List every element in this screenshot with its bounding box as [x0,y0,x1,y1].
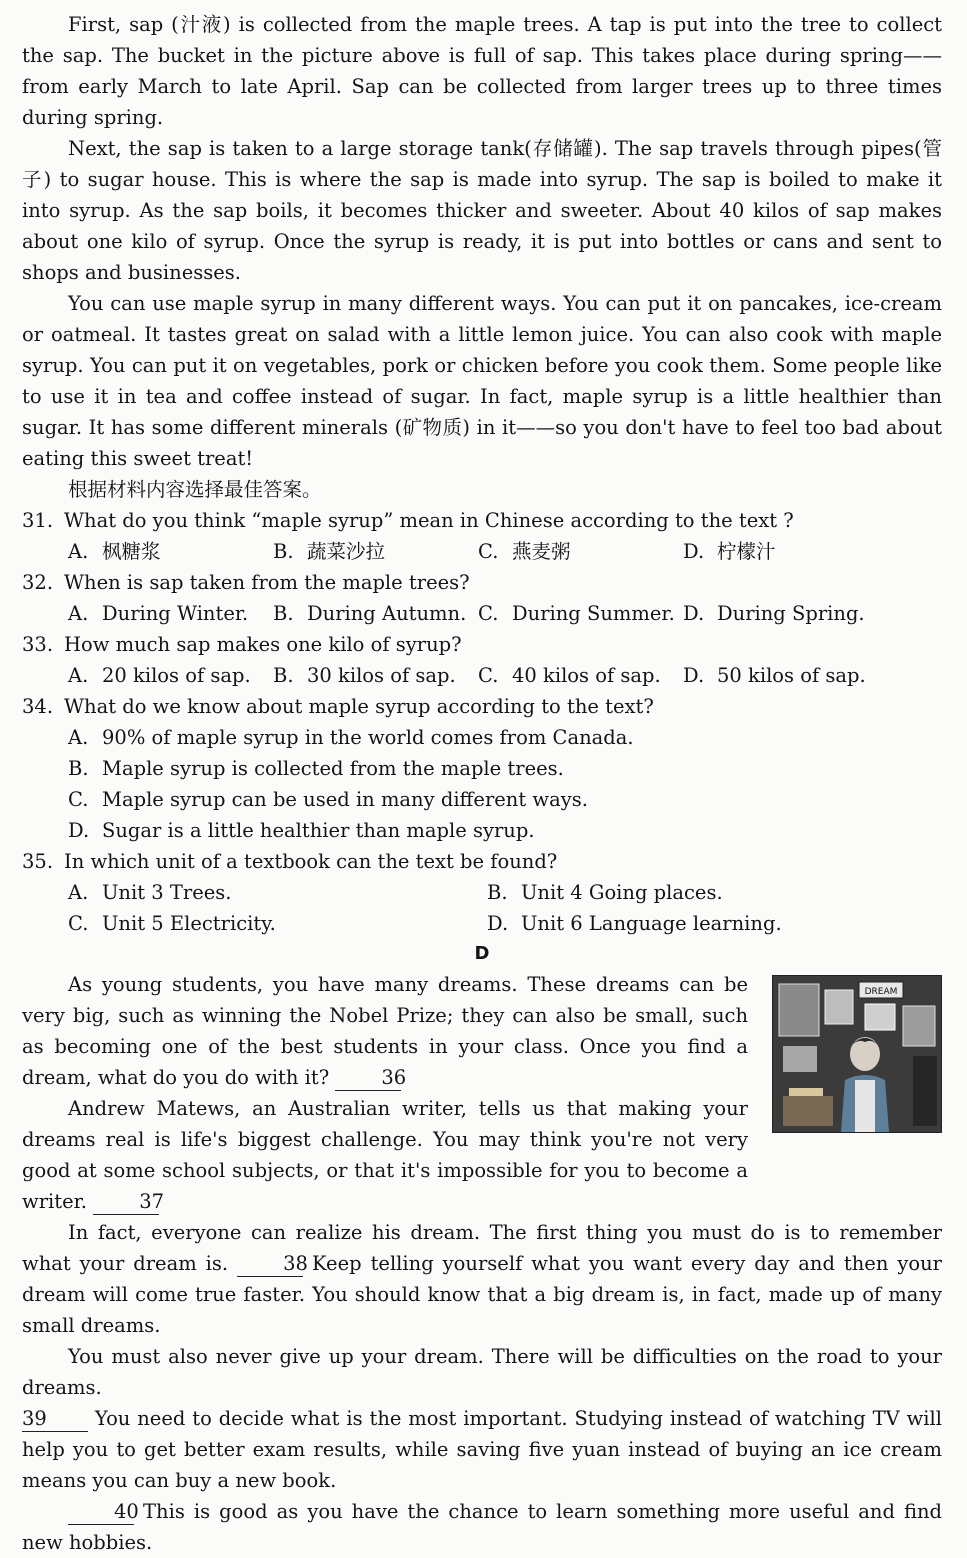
passage-paragraph: Andrew Matews, an Australian writer, tells us that making your dreams real is life's biggest challenge. You may think you're not very good at some school subjects, or that it's impossible for you to become a writer. 37 [22,1097,748,1213]
question-text: How much sap makes one kilo of syrup? [64,633,462,656]
passage-paragraph: Next, the sap is taken to a large storage tank(存储罐). The sap travels through pipes(管子) to sugar house. This is where the sap is made into syrup. The sap is boiled to make it into syrup. As the sap boils, it becomes thicker and sweeter. About 40 kilos of sap makes about one kilo of syrup. Once the syrup is ready, it is put into bottles or cans and sent to shops and businesses. [22,137,942,284]
option-d[interactable]: D. Unit 6 Language learning. [487,912,782,935]
option-b[interactable]: B. Unit 4 Going places. [487,881,723,904]
options-33 [22,660,942,691]
option-a[interactable]: A. During Winter. [68,602,249,625]
question-text: What do you think “maple syrup” mean in Chinese according to the text ? [64,509,794,532]
option-c[interactable]: C. 燕麦粥 [478,540,571,563]
option-b[interactable]: B. Maple syrup is collected from the maple trees. [68,757,564,780]
passage-d [22,969,942,1558]
option-d[interactable]: D. 50 kilos of sap. [683,664,866,687]
passage-paragraph: You can use maple syrup in many different ways. You can put it on pancakes, ice-cream or oatmeal. It tastes great on salad with a little lemon juice. You can also cook with maple syrup. You can put it on vegetables, pork or chicken before you cook them. Some people like to use it in tea and coffee instead of sugar. In fact, maple syrup is a little healthier than sugar. It has some different minerals (矿物质) in it——so you don't have to feel too bad about eating this sweet treat! [22,292,942,470]
option-b[interactable]: B. 蔬菜沙拉 [273,540,386,563]
option-b[interactable]: B. 30 kilos of sap. [273,664,456,687]
question-text: In which unit of a textbook can the text be found? [64,850,558,873]
question-number: 31. [22,509,54,532]
passage-paragraph: You must also never give up your dream. There will be difficulties on the road to your dreams. [22,1345,942,1399]
question-31 [22,505,942,536]
question-text: When is sap taken from the maple trees? [64,571,470,594]
option-a[interactable]: A. 20 kilos of sap. [68,664,251,687]
passage-paragraph: 39 You need to decide what is the most important. Studying instead of watching TV will help you to get better exam results, while saving five yuan instead of buying an ice cream means you can buy a new book. [22,1407,943,1492]
options-34 [22,722,942,846]
blank-36[interactable]: 36 [335,1066,401,1091]
option-a[interactable]: A. 90% of maple syrup in the world comes from Canada. [68,726,634,749]
question-32 [22,567,942,598]
question-number: 33. [22,633,54,656]
blank-38[interactable]: 38 [237,1252,303,1277]
options-32 [22,598,942,629]
instruction: 根据材料内容选择最佳答案。 [68,478,322,501]
question-number: 34. [22,695,54,718]
question-text: What do we know about maple syrup according to the text? [64,695,654,718]
passage-paragraph: As young students, you have many dreams. These dreams can be very big, such as winning the Nobel Prize; they can also be small, such as becoming one of the best students in your class. Once you find a dream, what do you do with it? 36 [22,973,748,1089]
question-34 [22,691,942,722]
blank-37[interactable]: 37 [93,1190,159,1215]
exam-page [22,9,942,1558]
option-b[interactable]: B. During Autumn. [273,602,467,625]
question-number: 32. [22,571,54,594]
question-33 [22,629,942,660]
option-a[interactable]: A. Unit 3 Trees. [68,881,232,904]
question-35 [22,846,942,877]
dream-sign-text: DREAM [864,987,898,997]
passage-paragraph: 40 This is good as you have the chance to learn something more useful and find new hobbies. [22,1500,943,1554]
illustration-graphic [773,976,941,1132]
blank-40[interactable]: 40 [68,1500,134,1525]
options-31 [22,536,942,567]
options-35-row1 [22,877,942,908]
option-d[interactable]: D. 柠檬汁 [683,540,776,563]
option-c[interactable]: C. Maple syrup can be used in many different ways. [68,788,588,811]
option-d[interactable]: D. During Spring. [683,602,865,625]
option-a[interactable]: A. 枫糖浆 [68,540,161,563]
option-c[interactable]: C. 40 kilos of sap. [478,664,661,687]
option-d[interactable]: D. Sugar is a little healthier than maple syrup. [68,819,535,842]
blank-39[interactable]: 39 [22,1407,88,1432]
illustration-boy-dream [772,975,942,1133]
question-number: 35. [22,850,54,873]
passage-d-wrapped-text [22,969,748,1217]
option-c[interactable]: C. During Summer. [478,602,675,625]
option-c[interactable]: C. Unit 5 Electricity. [68,912,276,935]
section-heading: D [474,943,490,964]
passage-paragraph: First, sap (汁液) is collected from the maple trees. A tap is put into the tree to collect the sap. The bucket in the picture above is full of sap. This takes place during spring——from early March to late April. Sap can be collected from larger trees up to three times during spring. [22,13,942,129]
options-35-row2 [22,908,942,939]
passage-paragraph: In fact, everyone can realize his dream. The first thing you must do is to remember what your dream is. 38 Keep telling yourself what you want every day and then your dream will come true faster. You should know that a big dream is, in fact, made up of many small dreams. [22,1221,942,1337]
